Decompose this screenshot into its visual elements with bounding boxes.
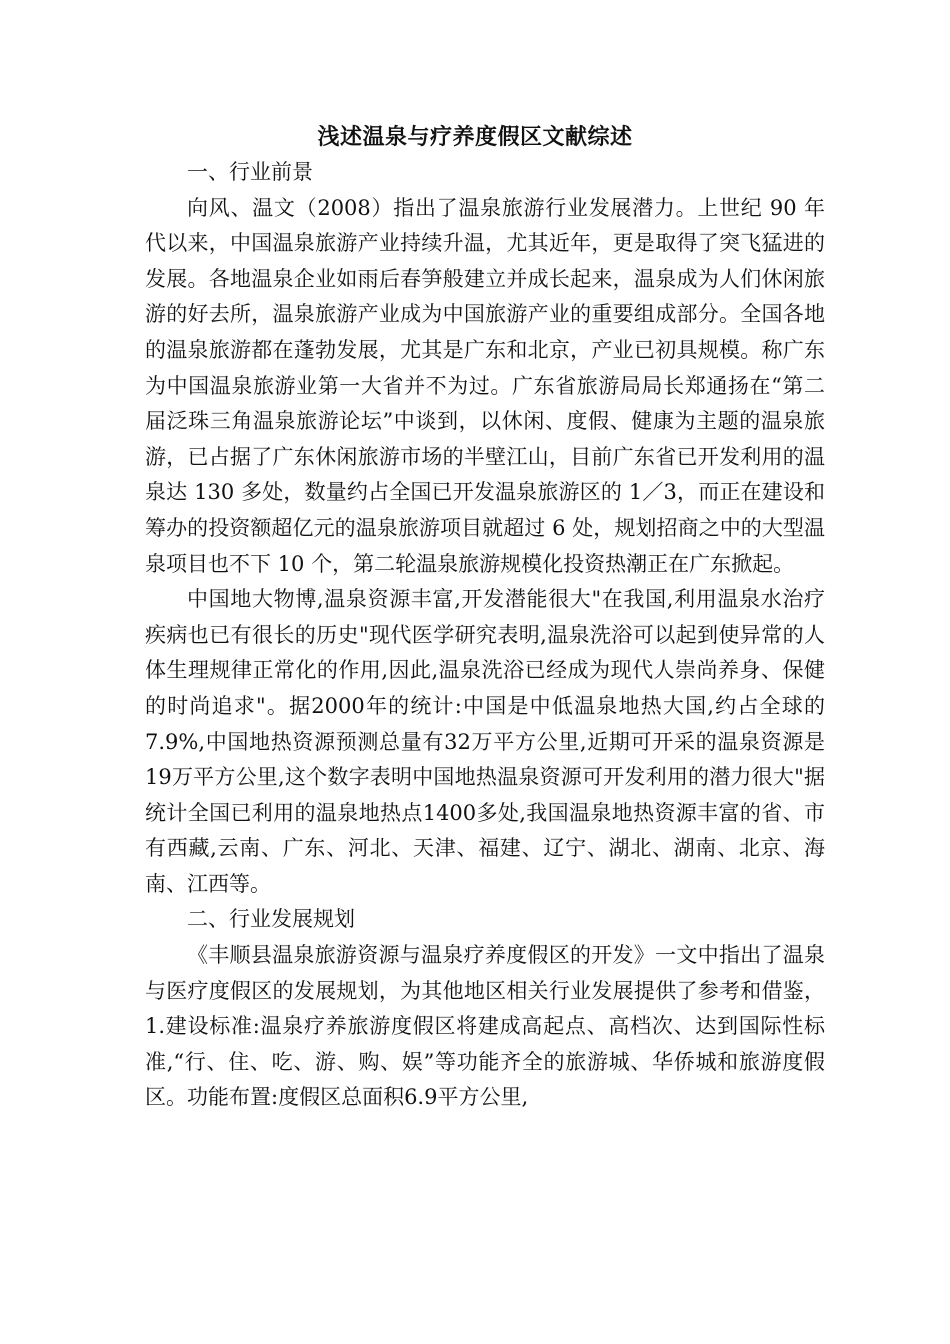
section-heading: 二、行业发展规划 [187,907,355,932]
paragraph: 中国地大物博,温泉资源丰富,开发潜能很大"在我国,利用温泉水治疗疾病也已有很长的历史"现代医学研究表明,温泉洗浴可以起到使异常的人体生理规律正常化的作用,因此,温泉洗浴已经成为现代人崇尚养身、保健的时尚追求"。据2000年的统计:中国是中低温泉地热大国,约占全球的7.9%,中国地热资源预测总量有32万平方公里,近期可开采的温泉资源是19万平方公里,这个数字表明中国地热温泉资源可开发利用的潜力很大"据统计全国已利用的温泉地热点1400多处,我国温泉地热资源丰富的省、市有西藏,云南、广东、河北、天津、福建、辽宁、湖北、湖南、北京、海南、江西等。 [145,587,825,896]
document-title: 浅述温泉与疗养度假区文献综述 [317,124,633,150]
paragraph: 向风、温文（2008）指出了温泉旅游行业发展潜力。上世纪 90 年代以来，中国温泉旅游产业持续升温，尤其近年，更是取得了突飞猛进的发展。各地温泉企业如雨后春笋般建立并成长起来，温泉成为人们休闲旅游的好去所，温泉旅游产业成为中国旅游产业的重要组成部分。全国各地的温泉旅游都在蓬勃发展，尤其是广东和北京，产业已初具规模。称广东为中国温泉旅游业第一大省并不为过。广东省旅游局局长郑通扬在“第二届泛珠三角温泉旅游论坛”中谈到，以休闲、度假、健康为主题的温泉旅游，已占据了广东休闲旅游市场的半壁江山，目前广东省已开发利用的温泉达 130 多处，数量约占全国已开发温泉旅游区的 1／3，而正在建设和筹办的投资额超亿元的温泉旅游项目就超过 6 处，规划招商之中的大型温泉项目也不下 10 个，第二轮温泉旅游规模化投资热潮正在广东掀起。 [145,195,825,576]
section-heading: 一、行业前景 [187,160,313,184]
document-body [145,155,825,1116]
paragraph: 《丰顺县温泉旅游资源与温泉疗养度假区的开发》一文中指出了温泉与医疗度假区的发展规划，为其他地区相关行业发展提供了参考和借鉴，1.建设标准:温泉疗养旅游度假区将建成高起点、高档次、达到国际性标准,“行、住、吃、游、购、娱”等功能齐全的旅游城、华侨城和旅游度假区。功能布置:度假区总面积6.9平方公里, [145,943,825,1110]
